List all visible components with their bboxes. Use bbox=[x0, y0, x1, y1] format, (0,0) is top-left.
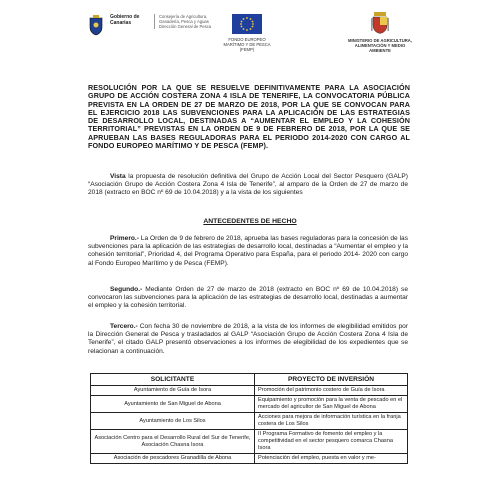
canarias-logo bbox=[88, 14, 217, 36]
cell-solicitante: Asociación Centro para el Desarrollo Rural del Sur de Tenerife, Asociación Chasna Isora bbox=[91, 430, 255, 454]
cell-proyecto: Promoción del patrimonio costero de Guía de Isora bbox=[255, 386, 408, 396]
canarias-name: Gobierno de Canarias bbox=[110, 14, 140, 26]
canarias-dir: Dirección General de Pesca bbox=[159, 24, 212, 29]
eu-text-1: FONDO EUROPEO bbox=[228, 37, 266, 42]
table-row bbox=[91, 413, 408, 430]
canarias-dept: Consejería de Agricultura, Ganadería, Pesca y Aguas bbox=[159, 14, 209, 24]
document-title: RESOLUCIÓN POR LA QUE SE RESUELVE DEFINITIVAMENTE PARA LA ASOCIACIÓN GRUPO DE ACCIÓN COSTERA ZONA 4 ISLA DE TENERIFE, LA CONVOCATORIA PÚBLICA PREVISTA EN LA ORDEN DE 27 DE MARZO DE 2018, POR LA QUE SE CONVOCAN PARA EL EJERCICIO 2018 LAS SUBVENCIONES PARA LA APLICACIÓN DE LAS ESTRATEGIAS DE DESARROLLO LOCAL, DESTINADAS A “AUMENTAR EL EMPLEO Y LA COHESIÓN TERRITORIAL” PREVISTAS EN LA ORDEN DE 9 DE FEBRERO DE 2018, POR LA QUE SE APRUEBAN LAS BASES REGULADORAS PARA EL PERIODO 2014-2020 CON CARGO AL FONDO EUROPEO MARÍTIMO Y DE PESCA (FEMP). bbox=[88, 83, 410, 151]
paragraph-segundo bbox=[88, 286, 408, 311]
table-row bbox=[91, 386, 408, 396]
tercero-lead: Tercero.- bbox=[110, 323, 138, 330]
header-proyecto: PROYECTO DE INVERSIÓN bbox=[255, 374, 408, 386]
cell-solicitante: Ayuntamiento de San Miguel de Abona bbox=[91, 396, 255, 413]
projects-table bbox=[90, 373, 408, 464]
spain-crest-icon bbox=[371, 12, 389, 34]
cell-solicitante: Ayuntamiento de Los Silos bbox=[91, 413, 255, 430]
segundo-text: Mediante Orden de 27 de marzo de 2018 (extracto en BOC nº 69 de 10.04.2018) se convocaron las subvenciones para la aplicación de las estrategias de desarrollo local, destinadas a aumentar el empleo y la cohesión territorial. bbox=[88, 286, 408, 310]
paragraph-primero bbox=[88, 235, 408, 268]
ministry-text-3: AMBIENTE bbox=[369, 48, 391, 53]
cell-proyecto: Acciones para mejora de información turística en la franja costera de Los Silos bbox=[255, 413, 408, 430]
canarias-crest-icon bbox=[88, 14, 104, 36]
ministry-text-1: MINISTERIO DE AGRICULTURA, bbox=[348, 38, 412, 43]
eu-flag-icon bbox=[232, 14, 262, 34]
tercero-text: Con fecha 30 de noviembre de 2018, a la vista de los informes de elegibilidad emitidos por la Dirección General de Pesca y trasladados al GALP “Asociación Grupo de Acción Costera Zona 4 Isla de Tenerife”, el citado GALP presentó observaciones a los informes de elegibilidad de los expedientes que se relacionan a continuación. bbox=[88, 323, 408, 355]
paragraph-vista bbox=[88, 173, 408, 198]
header-logos bbox=[0, 8, 500, 78]
ministry-logo bbox=[330, 12, 430, 53]
primero-lead: Primero.- bbox=[110, 235, 139, 242]
cell-proyecto: Potenciación del empleo, puesta en valor y me- bbox=[255, 454, 408, 464]
eu-text-2: MARÍTIMO Y DE PESCA bbox=[223, 42, 271, 47]
section-title: ANTECEDENTES DE HECHO bbox=[203, 218, 297, 225]
table-row bbox=[91, 454, 408, 464]
eu-text-3: (FEMP) bbox=[239, 47, 255, 52]
table-header-row bbox=[91, 374, 408, 386]
cell-proyecto: Equipamiento y promoción para la venta de pescado en el mercado del agricultor de San Miguel de Abona bbox=[255, 396, 408, 413]
ministry-text-2: ALIMENTACIÓN Y MEDIO bbox=[354, 43, 406, 48]
cell-proyecto: II Programa Formativo de fomento del empleo y la competitividad en el sector pesquero comarca Chasna Isora bbox=[255, 430, 408, 454]
table-row bbox=[91, 430, 408, 454]
primero-text: La Orden de 9 de febrero de 2018, aprueba las bases reguladoras para la concesión de las subvenciones para la aplicación de las estrategias de desarrollo local, destinadas a “Aumentar el empleo y la cohesión territorial”, Prioridad 4, del Programa Operativo para España, para el periodo 2014- 2020 con cargo al Fondo Europeo Marítimo y de Pesca (FEMP). bbox=[88, 235, 408, 267]
header-solicitante: SOLICITANTE bbox=[91, 374, 255, 386]
vista-lead: Vista bbox=[110, 173, 126, 180]
paragraph-tercero bbox=[88, 323, 408, 356]
table-row bbox=[91, 396, 408, 413]
eu-logo bbox=[207, 14, 287, 52]
vista-text: la propuesta de resolución definitiva del Grupo de Acción Local del Sector Pesquero (GALP) “Asociación Grupo de Acción Costera Zona 4 Isla de Tenerife”, al amparo de la Orden de 27 de marzo de 2018 (extracto en BOC nº 69 de 10.04.2018) y a la vista de los siguientes bbox=[88, 173, 408, 197]
segundo-lead: Segundo.- bbox=[110, 286, 143, 293]
cell-solicitante: Ayuntamiento de Guía de Isora bbox=[91, 386, 255, 396]
cell-solicitante: Asociación de pescadores Granadilla de Abona bbox=[91, 454, 255, 464]
